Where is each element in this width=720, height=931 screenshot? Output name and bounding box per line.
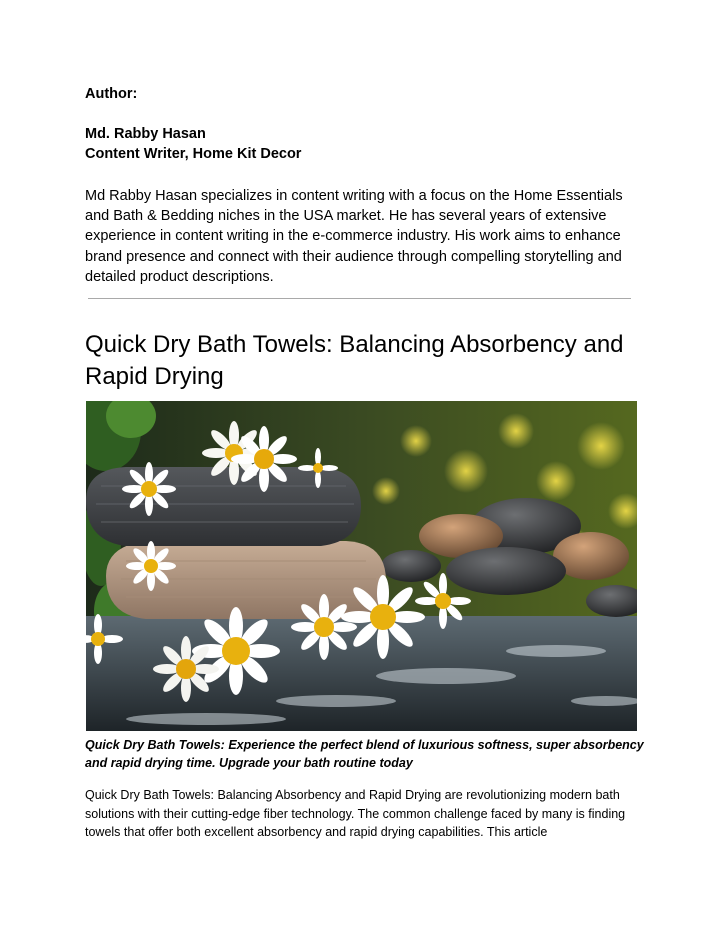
hero-image	[86, 401, 637, 731]
author-bio: Md Rabby Hasan specializes in content writing with a focus on the Home Essentials and Bath & Bedding niches in the USA market. He has several years of extensive experience in content writing in the e-commerce industry. His work aims to enhance brand presence and connect with their audience through compelling storytelling and detailed product descriptions.	[85, 188, 623, 285]
image-caption: Quick Dry Bath Towels: Experience the perfect blend of luxurious softness, super absorbency and rapid drying time. Upgrade your bath routine today	[85, 738, 644, 770]
author-name: Md. Rabby Hasan	[85, 126, 206, 142]
author-label: Author:	[85, 86, 138, 102]
author-role: Content Writer, Home Kit Decor	[85, 146, 302, 162]
section-divider	[88, 298, 631, 299]
article-title: Quick Dry Bath Towels: Balancing Absorbency and Rapid Drying	[85, 331, 624, 390]
article-body: Quick Dry Bath Towels: Balancing Absorbency and Rapid Drying are revolutionizing modern bath solutions with their cutting-edge fiber technology. The common challenge faced by many is finding towels that offer both excellent absorbency and rapid drying capabilities. This article	[85, 788, 626, 839]
